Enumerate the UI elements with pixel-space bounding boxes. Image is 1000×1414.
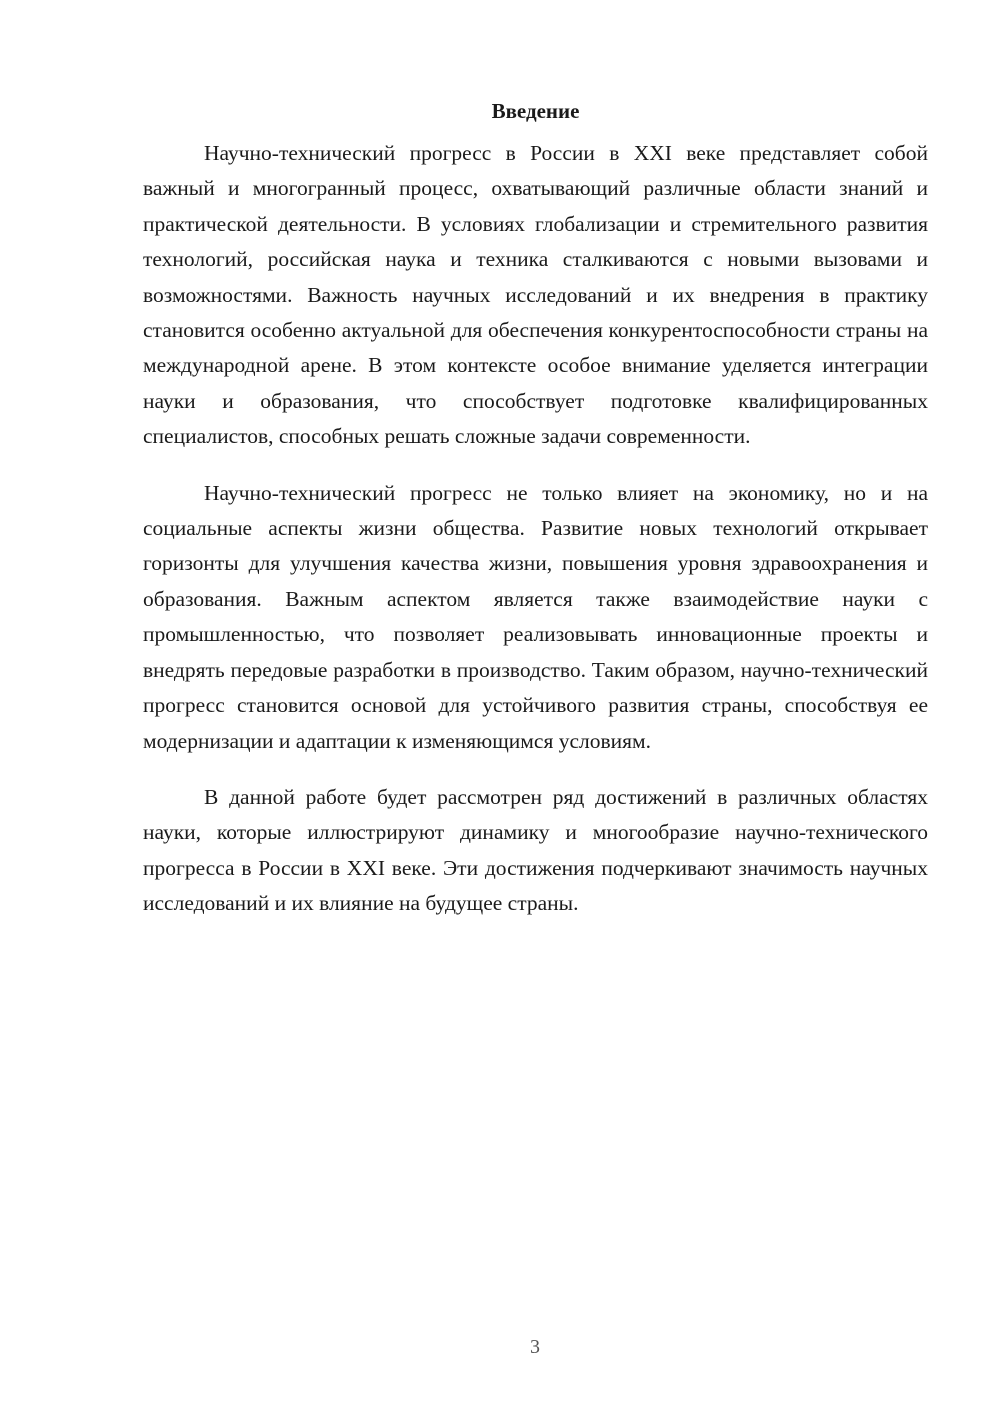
- paragraph-scope: В данной работе будет рассмотрен ряд достижений в различных областях науки, которые иллюстрируют динамику и многообразие научно-технического прогресса в России в XXI веке. Эти достижения подчеркивают значимость научных исследований и их влияние на будущее страны.: [143, 784, 928, 916]
- page-heading: Введение: [491, 99, 580, 123]
- paragraph-social-aspects: Научно-технический прогресс не только влияет на экономику, но и на социальные аспекты жизни общества. Развитие новых технологий открывает горизонты для улучшения качества жизни, повышения уровня здравоохранения и образования. Важным аспектом является также взаимодействие науки с промышленностью, что позволяет реализовывать инновационные проекты и внедрять передовые разработки в производство. Таким образом, научно-технический прогресс становится основой для устойчивого развития страны, способствуя ее модернизации и адаптации к изменяющимся условиям.: [143, 480, 928, 753]
- paragraph-intro: Научно-технический прогресс в России в XXI веке представляет собой важный и многогранный процесс, охватывающий различные области знаний и практической деятельности. В условиях глобализации и стремительного развития технологий, российская наука и техника сталкиваются с новыми вызовами и возможностями. Важность научных исследований и их внедрения в практику становится особенно актуальной для обеспечения конкурентоспособности страны на международной арене. В этом контексте особое внимание уделяется интеграции науки и образования, что способствует подготовке квалифицированных специалистов, способных решать сложные задачи современности.: [143, 141, 928, 449]
- page-number: 3: [530, 1336, 540, 1358]
- page-content: [143, 96, 928, 922]
